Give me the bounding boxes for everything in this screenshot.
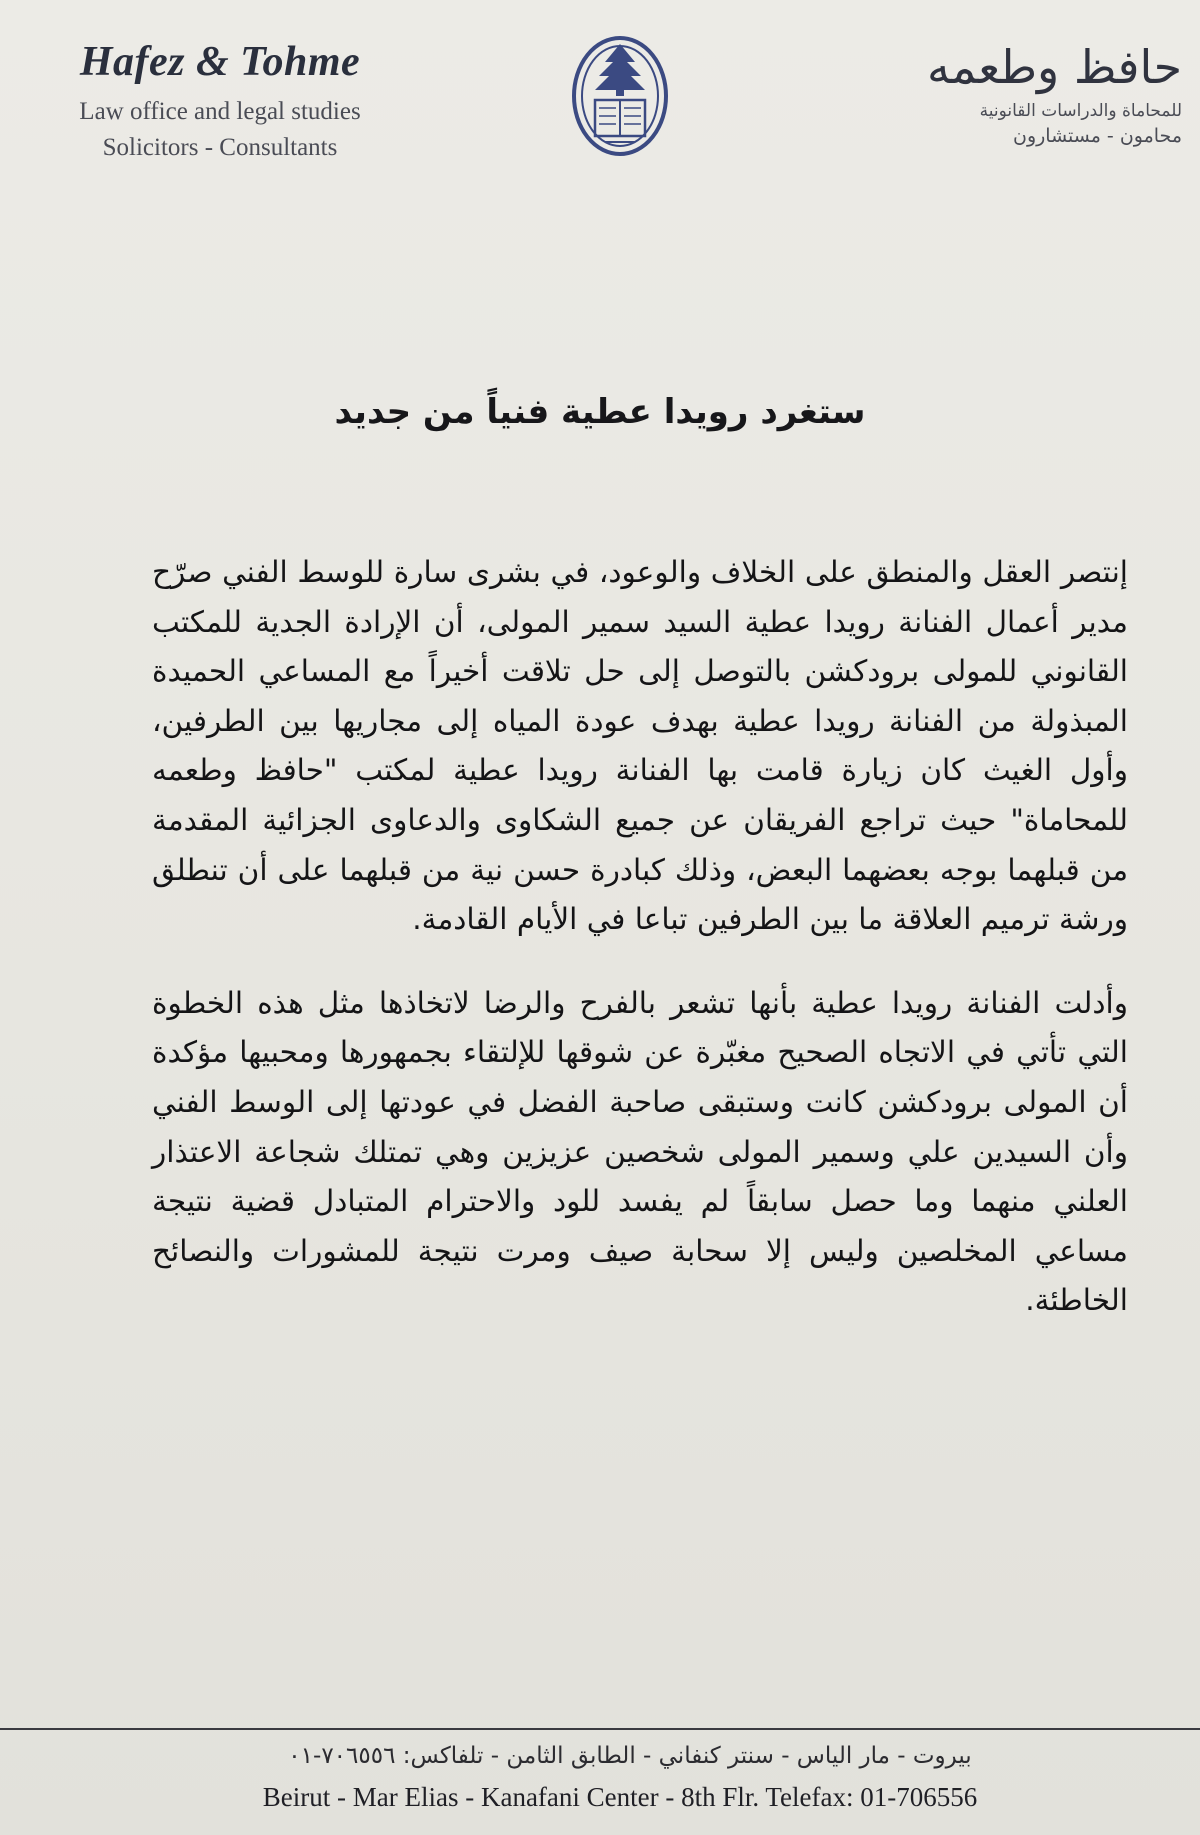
- firm-tagline-english: Solicitors - Consultants: [102, 134, 338, 161]
- firm-subtitle-arabic: للمحاماة والدراسات القانونية: [979, 100, 1182, 121]
- letterhead-english: [30, 38, 410, 162]
- letter-body: [152, 548, 1128, 1326]
- letter-title: ستغرد رويدا عطية فنياً من جديد: [334, 392, 866, 432]
- footer-address-english: Beirut - Mar Elias - Kanafani Center - 8th Flr. Telefax: 01-706556: [262, 1782, 978, 1812]
- firm-name-arabic: حافظ وطعمه: [927, 40, 1182, 94]
- letterhead-arabic: [882, 42, 1182, 147]
- body-paragraph-1: إنتصر العقل والمنطق على الخلاف والوعود، في بشرى سارة للوسط الفني صرّح مدير أعمال الفنانة رويدا عطية السيد سمير المولى، أن الإرادة الجدية للمكتب القانوني للمولى برودكشن بالتوصل إلى حل تلاقت أخيراً مع المساعي الحميدة المبذولة من الفنانة رويدا عطية بهدف عودة المياه إلى مجاريها بين الطرفين، وأول الغيث كان زيارة قامت بها الفنانة رويدا عطية لمكتب "حافظ وطعمه للمحاماة" حيث تراجع الفريقان عن جميع الشكاوى والدعاوى الجزائية المقدمة من قبلهما بوجه بعضهما البعض، وذلك كبادرة حسن نية من قبلهما على أن تنطلق ورشة ترميم العلاقة ما بين الطرفين تباعا في الأيام القادمة.: [152, 555, 1128, 937]
- body-paragraph-2: وأدلت الفنانة رويدا عطية بأنها تشعر بالفرح والرضا لاتخاذها مثل هذه الخطوة التي تأتي في الاتجاه الصحيح مغبّرة عن شوقها للإلتقاء بجمهورها ومحبيها مؤكدة أن المولى برودكشن كانت وستبقى صاحبة الفضل في عودتها إلى الوسط الفني وأن السيدين علي وسمير المولى شخصين عزيزين وهي تمتلك شجاعة الاعتذار العلني منهما وما حصل سابقاً لم يفسد للود والاحترام المتبادل قضية نتيجة مساعي المخلصين وليس إلا سحابة صيف ومرت نتيجة للمشورات والنصائح الخاطئة.: [152, 985, 1128, 1318]
- firm-tagline-arabic: محامون - مستشارون: [1012, 124, 1182, 147]
- firm-subtitle-english: Law office and legal studies: [79, 98, 361, 125]
- cedar-seal-icon: [565, 30, 675, 160]
- footer-address-arabic: بيروت - مار الياس - سنتر كنفاني - الطابق الثامن - تلفاكس: ٧٠٦٥٥٦-٠١: [288, 1743, 972, 1769]
- firm-name-english: Hafez & Tohme: [79, 39, 361, 85]
- footer-divider: [0, 1728, 1200, 1730]
